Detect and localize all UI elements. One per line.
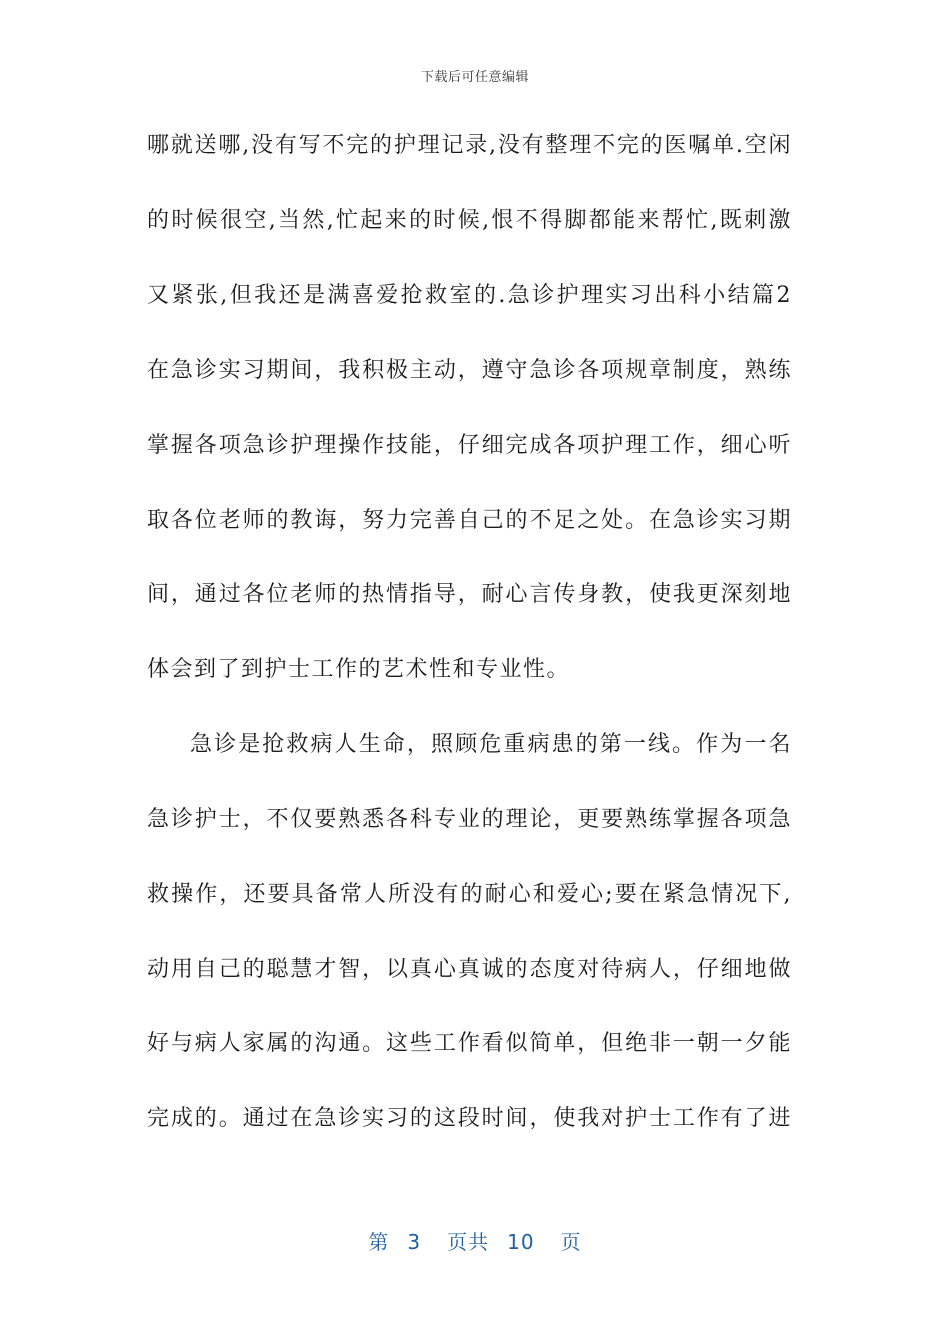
text-line: 取各位老师的教诲，努力完善自己的不足之处。在急诊实习期 [147, 508, 792, 533]
footer-suffix: 页 [560, 1230, 582, 1254]
text-line: 哪就送哪,没有写不完的护理记录,没有整理不完的医嘱单.空闲 [147, 133, 792, 158]
footer-page-number: 3 [407, 1230, 422, 1254]
text-line: 的时候很空,当然,忙起来的时候,恨不得脚都能来帮忙,既刺激 [147, 208, 792, 233]
page-footer [0, 1226, 950, 1255]
text-line: 在急诊实习期间，我积极主动，遵守急诊各项规章制度，熟练 [147, 358, 792, 383]
paragraph-first-line: 急诊是抢救病人生命，照顾危重病患的第一线。作为一名 [190, 732, 792, 757]
text-line: 完成的。通过在急诊实习的这段时间，使我对护士工作有了进 [147, 1106, 792, 1131]
text-line: 救操作，还要具备常人所没有的耐心和爱心;要在紧急情况下, [147, 882, 792, 907]
text-line: 急诊护士，不仅要熟悉各科专业的理论，更要熟练掌握各项急 [147, 807, 792, 832]
text-line: 间，通过各位老师的热情指导，耐心言传身教，使我更深刻地 [147, 582, 792, 607]
footer-prefix: 第 [368, 1230, 390, 1254]
text-line: 好与病人家属的沟通。这些工作看似简单，但绝非一朝一夕能 [147, 1031, 792, 1056]
footer-total-pages: 10 [507, 1230, 535, 1254]
text-line: 动用自己的聪慧才智，以真心真诚的态度对待病人，仔细地做 [147, 957, 792, 982]
text-line: 又紧张,但我还是满喜爱抢救室的.急诊护理实习出科小结篇2 [147, 283, 792, 308]
page-header-note: 下载后可任意编辑 [420, 70, 529, 85]
footer-middle: 页共 [447, 1230, 490, 1254]
text-line: 体会到了到护士工作的艺术性和专业性。 [147, 657, 571, 682]
text-line: 掌握各项急诊护理操作技能，仔细完成各项护理工作，细心听 [147, 433, 792, 458]
